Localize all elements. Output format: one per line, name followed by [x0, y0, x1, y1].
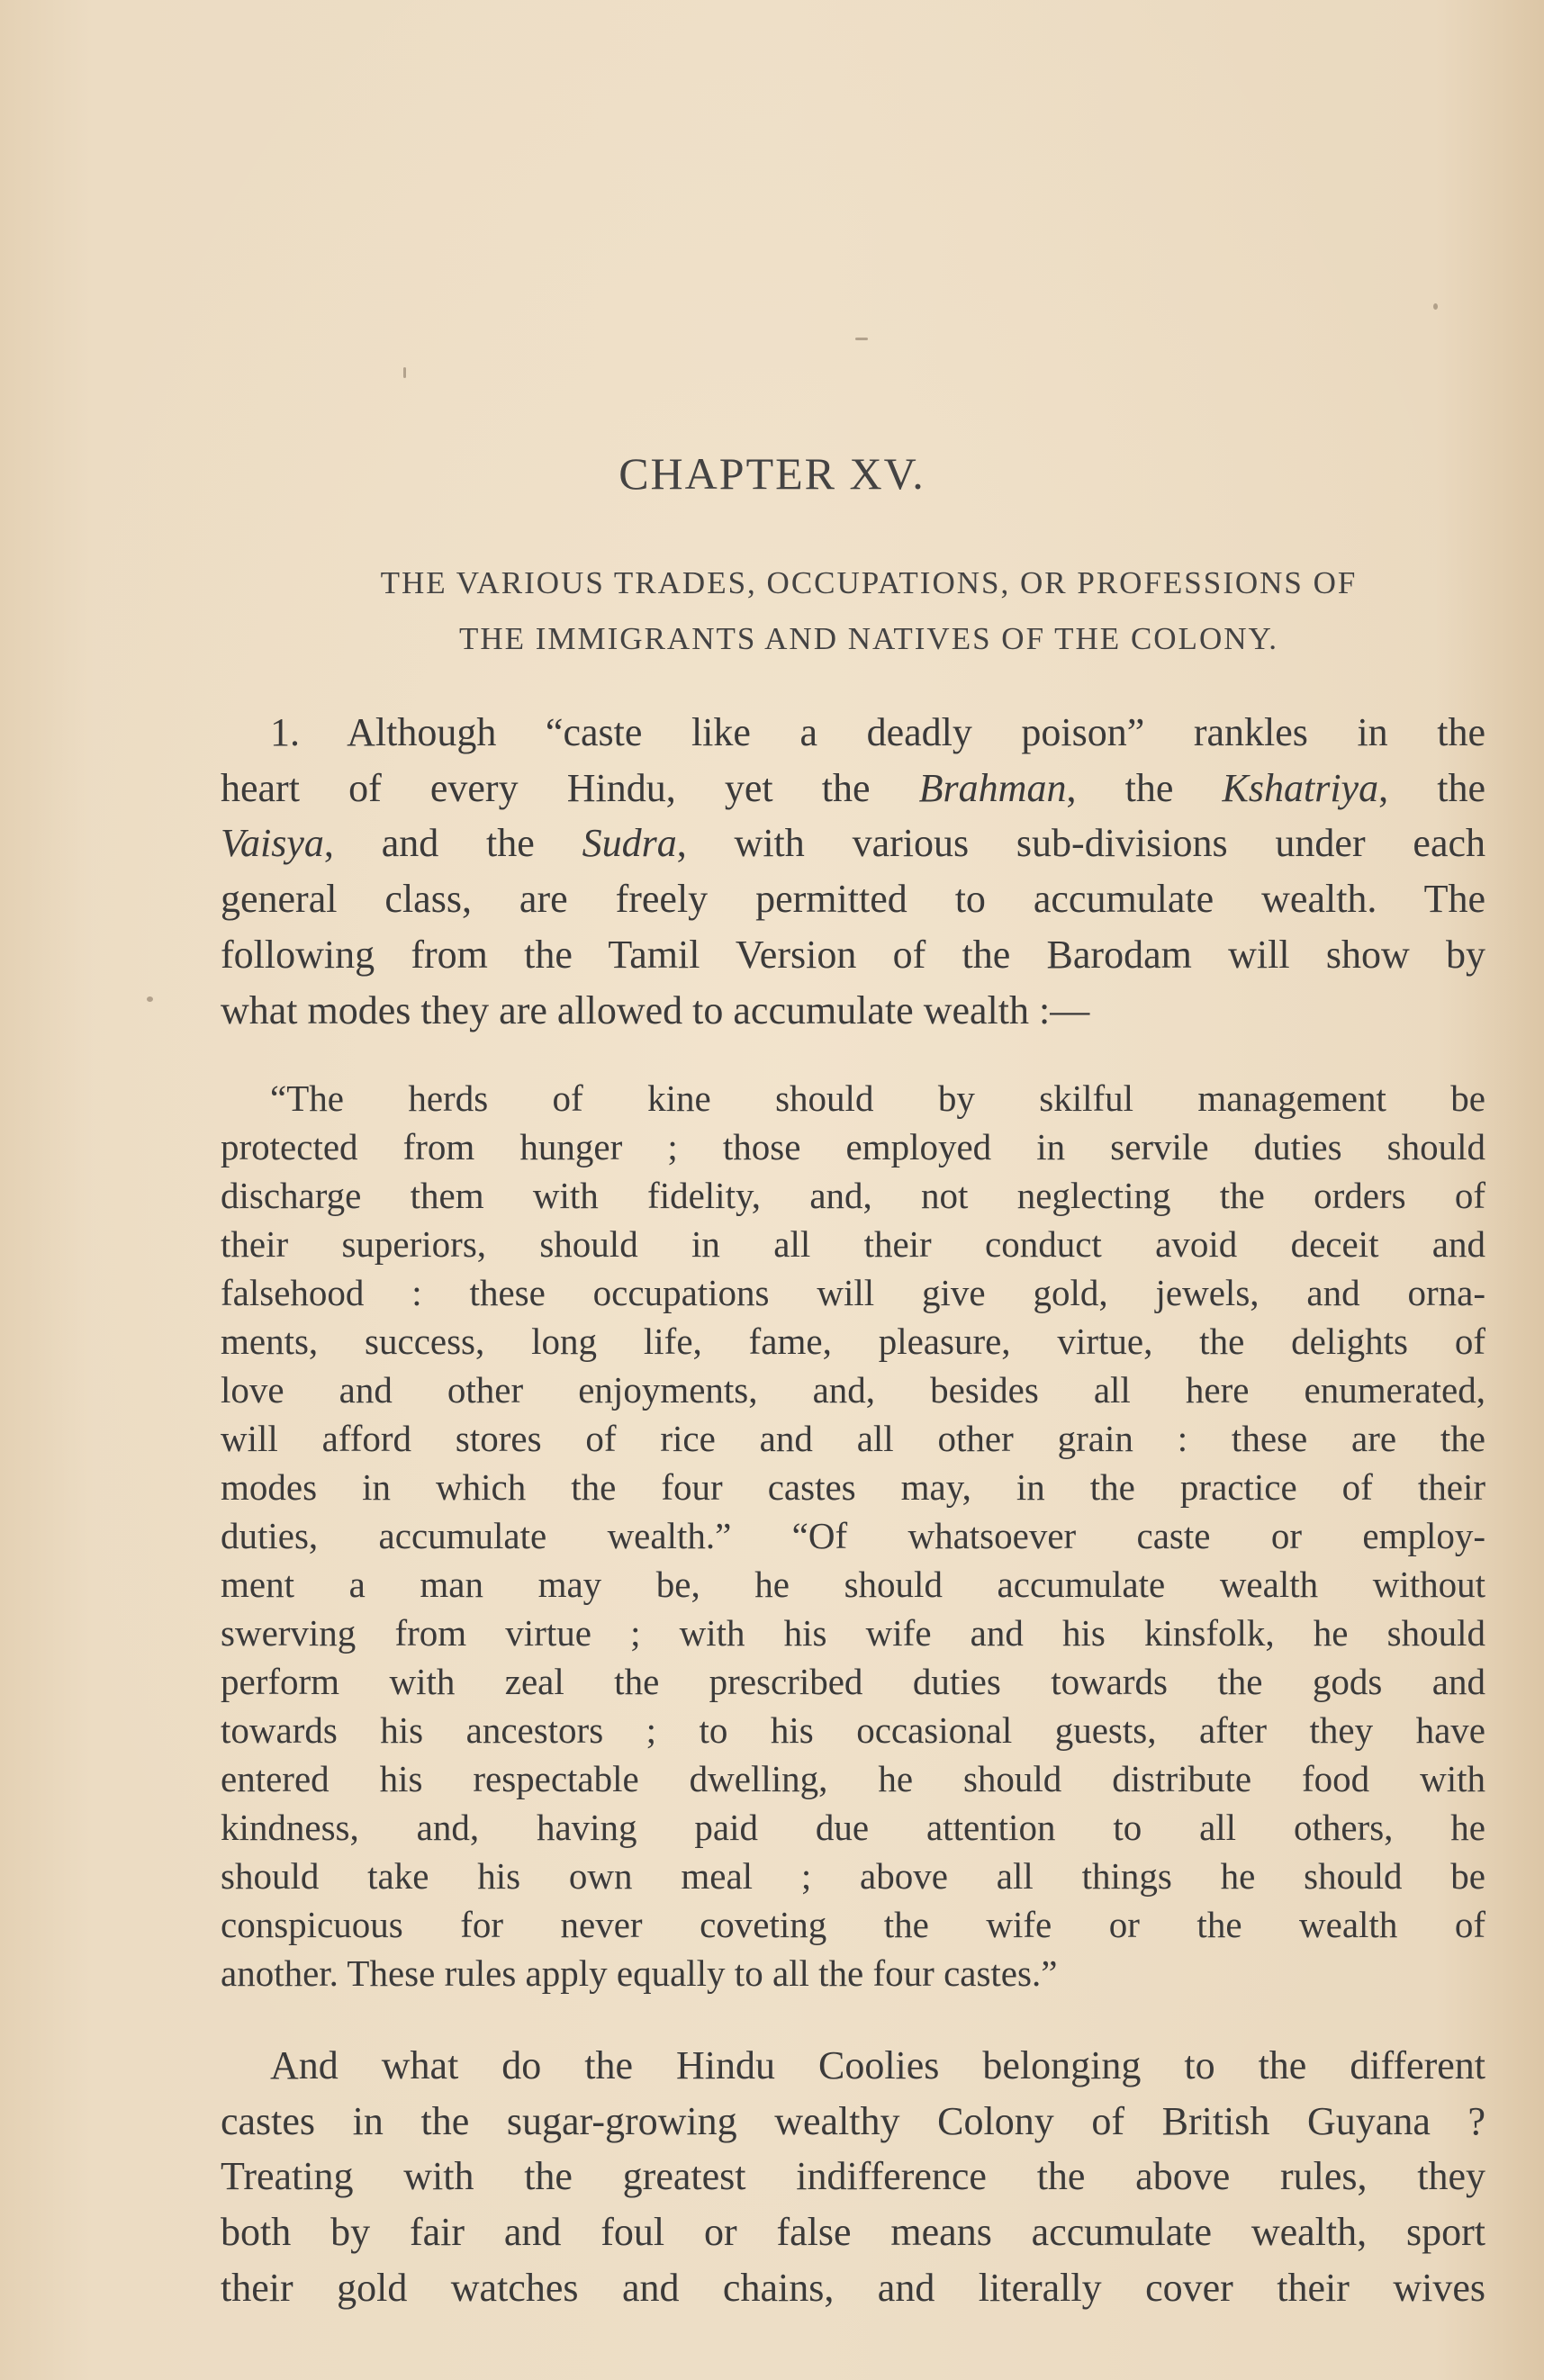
- paper-speck: [855, 338, 868, 340]
- text-line: what modes they are allowed to accumulate wealth :—: [221, 987, 1090, 1032]
- block-quote: [221, 1074, 1485, 1997]
- quote-line: swerving from virtue ; with his wife and his kinsfolk, he should: [221, 1612, 1485, 1654]
- paper-speck: [147, 996, 153, 1002]
- quote-line: perform with zeal the prescribed duties towards the gods and: [221, 1661, 1485, 1702]
- paper-speck: [1433, 303, 1438, 310]
- text-line: both by fair and foul or false means accumulate wealth, sport: [221, 2210, 1485, 2255]
- quote-line: love and other enjoyments, and, besides all here enumerated,: [221, 1369, 1485, 1411]
- paragraph-1: [221, 705, 1485, 1038]
- quote-line: will afford stores of rice and all other grain : these are the: [221, 1418, 1485, 1459]
- quote-line: should take his own meal ; above all things he should be: [221, 1855, 1485, 1897]
- paragraph-3: [221, 2038, 1485, 2316]
- text-line: following from the Tamil Version of the Barodam will show by: [221, 932, 1485, 977]
- quote-line: conspicuous for never coveting the wife or the wealth of: [221, 1904, 1485, 1945]
- subtitle-line: THE VARIOUS TRADES, OCCUPATIONS, OR PROFESSIONS OF: [380, 565, 1358, 600]
- quote-line: another. These rules apply equally to all the four castes.”: [221, 1952, 1058, 1994]
- quote-line: protected from hunger ; those employed in servile duties should: [221, 1126, 1485, 1167]
- quote-line: “The herds of kine should by skilful management be: [270, 1077, 1485, 1119]
- quote-line: ment a man may be, he should accumulate wealth without: [221, 1564, 1485, 1605]
- chapter-subtitle: [257, 555, 1481, 667]
- quote-line: duties, accumulate wealth.” “Of whatsoever caste or employ-: [221, 1515, 1485, 1556]
- quote-line: their superiors, should in all their conduct avoid deceit and: [221, 1223, 1485, 1265]
- quote-line: kindness, and, having paid due attention to all others, he: [221, 1807, 1485, 1848]
- text-line: their gold watches and chains, and literally cover their wives: [221, 2265, 1485, 2310]
- text-line: 1. Although “caste like a deadly poison” rankles in the: [270, 710, 1485, 754]
- quote-line: discharge them with fidelity, and, not neglecting the orders of: [221, 1175, 1485, 1216]
- subtitle-line: THE IMMIGRANTS AND NATIVES OF THE COLONY.: [458, 621, 1279, 656]
- text-line: Treating with the greatest indifference the above rules, they: [221, 2154, 1485, 2199]
- text-line: And what do the Hindu Coolies belonging to the different: [270, 2043, 1485, 2087]
- quote-line: falsehood : these occupations will give gold, jewels, and orna-: [221, 1272, 1485, 1313]
- paper-speck: [403, 367, 406, 378]
- text-line: general class, are freely permitted to accumulate wealth. The: [221, 877, 1485, 922]
- quote-line: towards his ancestors ; to his occasional guests, after they have: [221, 1709, 1485, 1751]
- chapter-title: CHAPTER XV.: [619, 448, 925, 499]
- quote-line: modes in which the four castes may, in the practice of their: [221, 1466, 1485, 1508]
- quote-line: ments, success, long life, fame, pleasure, virtue, the delights of: [221, 1321, 1485, 1362]
- text-line: Vaisya, and the Sudra, with various sub-divisions under each: [221, 821, 1485, 866]
- quote-line: entered his respectable dwelling, he should distribute food with: [221, 1758, 1485, 1799]
- text-line: castes in the sugar-growing wealthy Colony of British Guyana ?: [221, 2098, 1485, 2143]
- text-line: heart of every Hindu, yet the Brahman, the Kshatriya, the: [221, 765, 1485, 810]
